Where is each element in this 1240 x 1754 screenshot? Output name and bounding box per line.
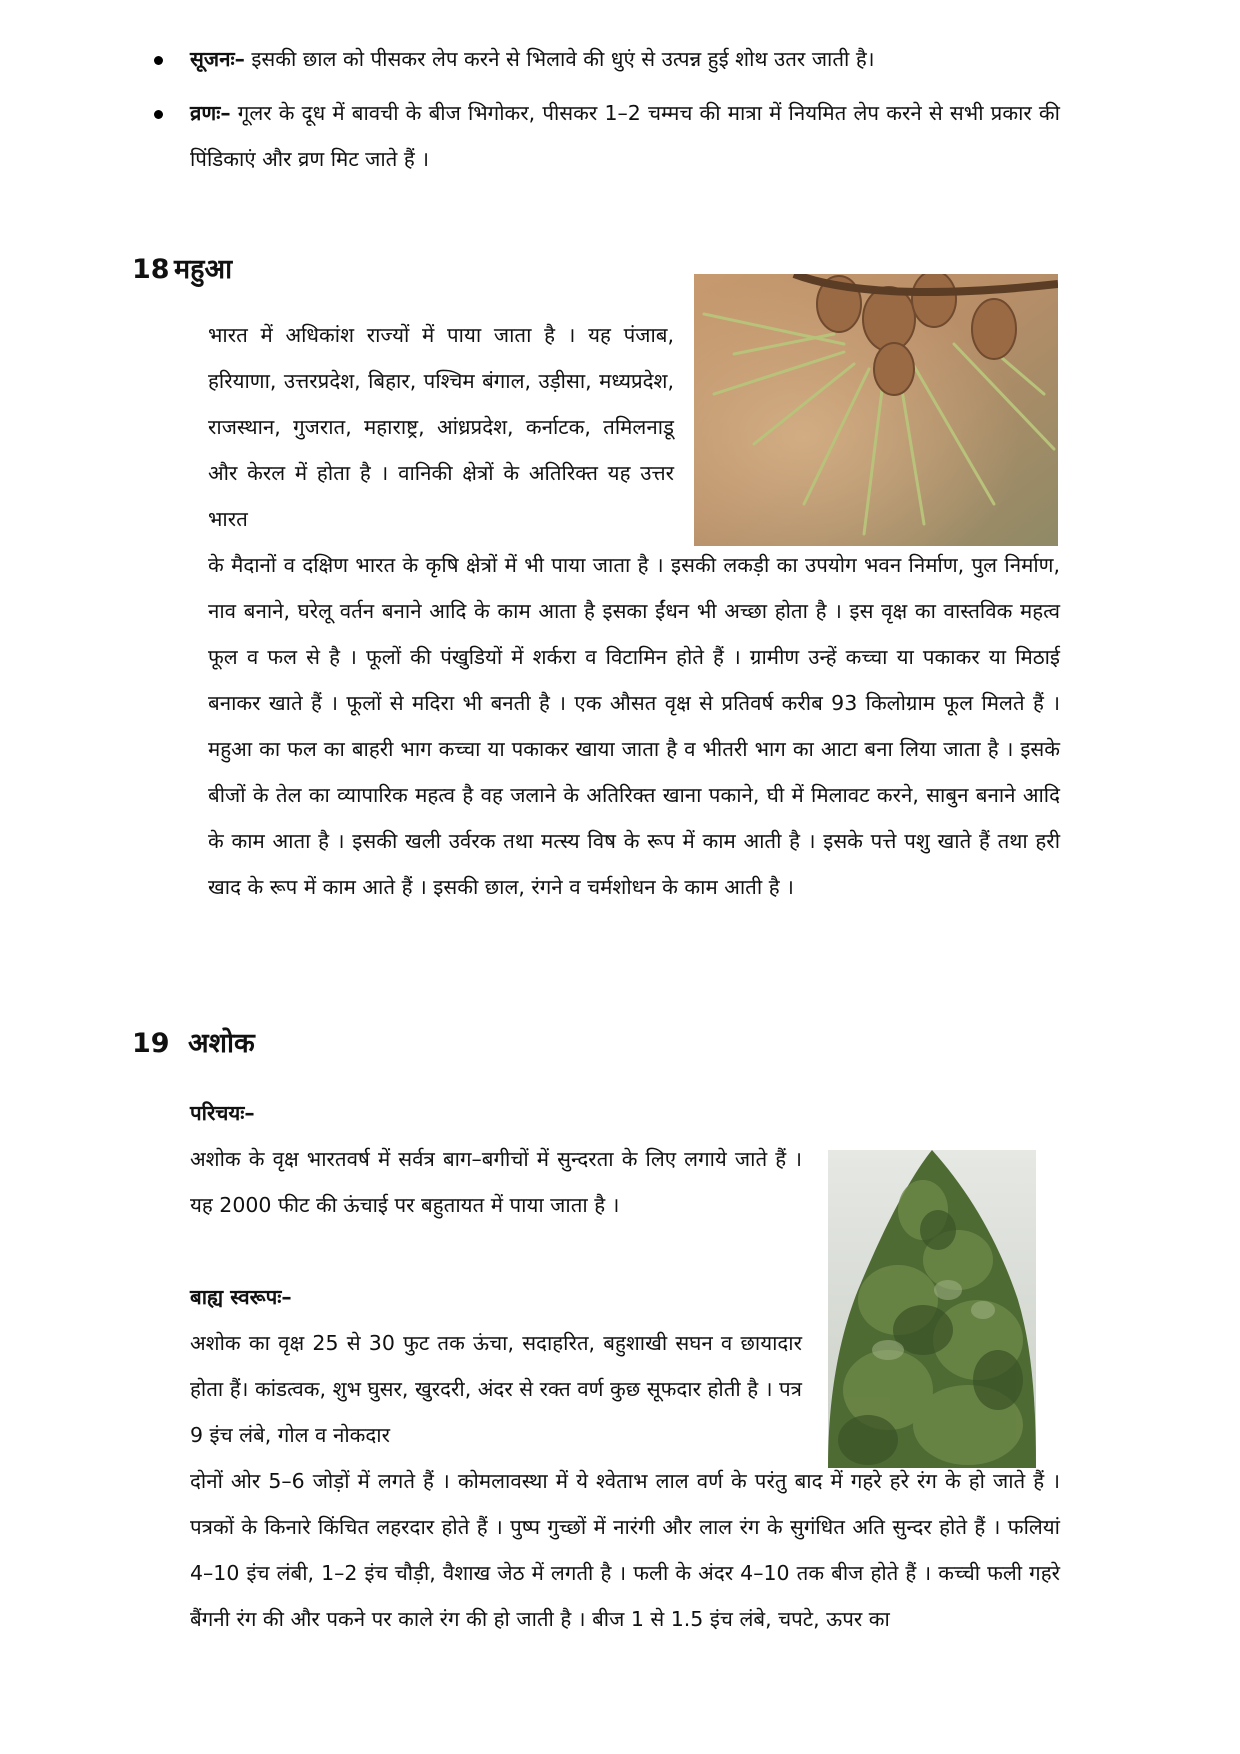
mahua-paragraph-1: भारत में अधिकांश राज्यों में पाया जाता है । यह पंजाब, हरियाणा, उत्तरप्रदेश, बिहार, पश्चिम बंगाल, उड़ीसा, मध्यप्रदेश, राजस्थान, गुजरात, महाराष्ट्र, आंध्रप्रदेश, कर्नाटक, तमिलनाडू और केरल में होता है । वानिकी क्षेत्रों के अतिरिक्त यह उत्तर भारत (208, 323, 674, 531)
section-number: 19 (132, 1028, 170, 1059)
ashoka-tree-image (828, 1150, 1036, 1468)
bullet-item-swelling (150, 36, 1060, 82)
section-heading-ashoka (132, 1024, 255, 1064)
ashoka-intro-paragraph: अशोक के वृक्ष भारतवर्ष में सर्वत्र बाग–बगीचों में सुन्दरता के लिए लगाये जाते हैं । यह 2000 फीट की ऊंचाई पर बहुतायत में पाया जाता है । (190, 1147, 802, 1217)
bullet-term: सूजनः– (190, 47, 245, 71)
mahua-flower-image (694, 274, 1058, 546)
bullet-text: गूलर के दूध में बावची के बीज भिगोकर, पीसकर 1–2 चम्मच की मात्रा में नियमित लेप करने से सभी प्रकार की पिंडिकाएं और व्रण मिट जाते हैं । (190, 101, 1060, 171)
ashoka-continued-paragraph: दोनों ओर 5–6 जोड़ों में लगते हैं । कोमलावस्था में ये श्वेताभ लाल वर्ण के परंतु बाद में गहरे हरे रंग के हो जाते हैं । पत्रकों के किनारे किंचित लहरदार होते हैं । पुष्प गुच्छों में नारंगी और लाल रंग के सुगंधित अति सुन्दर होते हैं । फलियां 4–10 इंच लंबी, 1–2 इंच चौड़ी, वैशाख जेठ में लगती है । फली के अंदर 4–10 तक बीज होते हैं । कच्ची फली गहरे बैंगनी रंग की और पकने पर काले रंग की हो जाती है । बीज 1 से 1.5 इंच लंबे, चपटे, ऊपर का (190, 1469, 1060, 1631)
bullet-item-wound (150, 90, 1060, 182)
ashoka-external-paragraph: अशोक का वृक्ष 25 से 30 फुट तक ऊंचा, सदाहरित, बहुशाखी सघन व छायादार होता हैं। कांडत्वक, शुभ घुसर, खुरदरी, अंदर से रक्त वर्ण कुछ सूफदार होती है । पत्र 9 इंच लंबे, गोल व नोकदार (190, 1331, 802, 1447)
remedy-bullet-list (150, 36, 1060, 190)
section-number: 18 (132, 254, 170, 285)
external-form-label: बाह्य स्वरूपः– (190, 1285, 292, 1309)
section-title: अशोक (188, 1028, 255, 1059)
section-heading-mahua (132, 250, 232, 290)
section-title: महुआ (174, 254, 233, 285)
bullet-dot-icon (154, 110, 163, 119)
bullet-text: इसकी छाल को पीसकर लेप करने से भिलावे की धुएं से उत्पन्न हुई शोथ उतर जाती है। (244, 47, 875, 71)
introduction-label: परिचयः– (190, 1101, 255, 1125)
bullet-dot-icon (154, 56, 163, 65)
bullet-term: व्रणः– (190, 101, 231, 125)
mahua-paragraph-2: के मैदानों व दक्षिण भारत के कृषि क्षेत्रों में भी पाया जाता है । इसकी लकड़ी का उपयोग भवन निर्माण, पुल निर्माण, नाव बनाने, घरेलू वर्तन बनाने आदि के काम आता है इसका ईंधन भी अच्छा होता है । इस वृक्ष का वास्तविक महत्व फूल व फल से है । फूलों की पंखुडियों में शर्करा व विटामिन होते हैं । ग्रामीण उन्हें कच्चा या पकाकर या मिठाई बनाकर खाते हैं । फूलों से मदिरा भी बनती है । एक औसत वृक्ष से प्रतिवर्ष करीब 93 किलोग्राम फूल मिलते हैं । महुआ का फल का बाहरी भाग कच्चा या पकाकर खाया जाता है व भीतरी भाग का आटा बना लिया जाता है । इसके बीजों के तेल का व्यापारिक महत्व है वह जलाने के अतिरिक्त खाना पकाने, घी में मिलावट करने, साबुन बनाने आदि के काम आता है । इसकी खली उर्वरक तथा मत्स्य विष के रूप में काम आती है । इसके पत्ते पशु खाते हैं तथा हरी खाद के रूप में काम आते हैं । इसकी छाल, रंगने व चर्मशोधन के काम आती है । (208, 553, 1060, 899)
